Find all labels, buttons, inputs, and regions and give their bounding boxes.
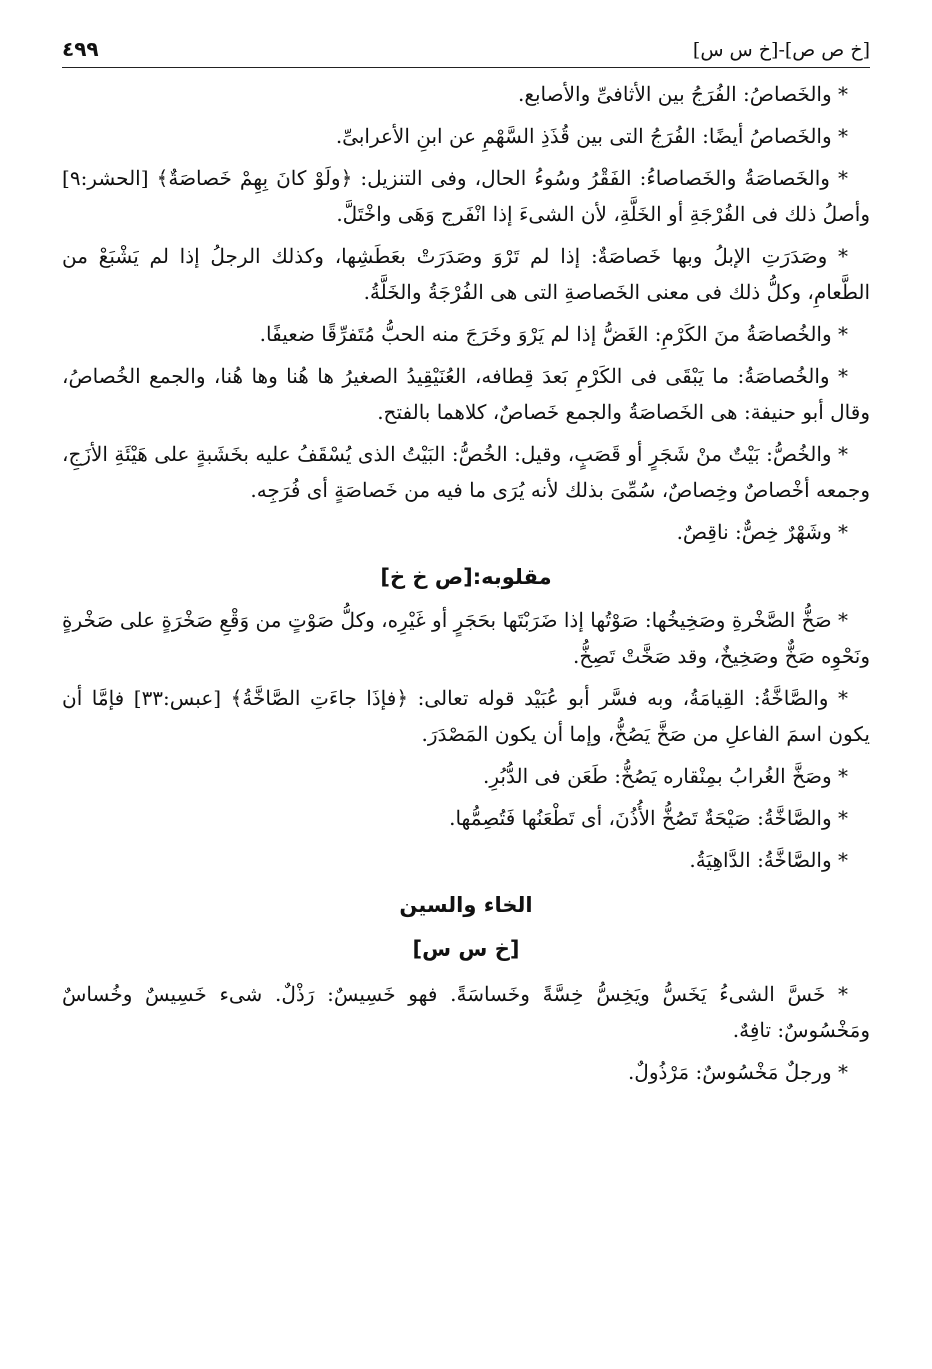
running-head: [خ ص ص]-[خ س س]: [692, 39, 870, 61]
entry-paragraph: * والخَصاصُ أيضًا: الفُرَجُ التى بين قُذَذِ السَّهْمِ عن ابنِ الأعرابىِّ.: [335, 124, 848, 148]
page-body: [62, 76, 870, 1090]
entry-paragraph: * خَسَّ الشىءُ يَخَسُّ ويَخِسُّ خِسَّةً وخَساسَةً. فهو خَسِيسٌ: رَذْلٌ. شىء خَسِيسٌ وخُساسٌ ومَخْسُوسٌ: تافِهٌ.: [62, 982, 870, 1042]
entry-paragraph: * والخَصاصَةُ والخَصاصاءُ: الفَقْرُ وسُوءُ الحال، وفى التنزيل: ﴿ولَوْ كانَ بِهِمْ خَصاصَةٌ﴾ [الحشر:٩] وأصلُ ذلك فى الفُرْجَةِ أو الخَلَّةِ، لأن الشىءَ إذا انْفَرج وَهَى واخْتَلَّ.: [62, 166, 870, 226]
entry-paragraph: * والصَّاخَّةُ: القِيامَةُ، وبه فسَّر أبو عُبَيْد قوله تعالى: ﴿فإذَا جاءَتِ الصَّاخَّةُ﴾ [عبس:٣٣] فإمَّا أن يكون اسمَ الفاعلِ من صَخَّ يَصُخُّ، وإما أن يكون المَصْدَرَ.: [62, 686, 870, 746]
entry-paragraph: * والخُصاصَةُ منَ الكَرْمِ: الغَضُّ إذا لم يَرْوَ وخَرَجَ منه الحبُّ مُتَفرِّقًا ضعيفًا.: [259, 322, 848, 346]
entry-paragraph: * وصَدَرَتِ الإبلُ وبها خَصاصَةٌ: إذا لم تَرْوَ وصَدَرَتْ بعَطَشِها، وكذلك الرجلُ إذا لم يَشْبَعْ من الطَّعامِ، وكلُّ ذلك فى معنى الخَصاصةِ التى هى الفُرْجَةُ والخَلَّةُ.: [62, 244, 870, 304]
entry-paragraph: * ورجلٌ مَخْسُوسٌ: مَرْذُولٌ.: [627, 1060, 848, 1084]
root-heading: [خ س س]: [412, 937, 520, 961]
entry-paragraph: * صَخُّ الصَّخْرةِ وصَخِيخُها: صَوْتُها إذا ضَرَبْتَها بحَجَرٍ أو غَيْرِه، وكلُّ صَوْتٍ من وَقْعِ صَخْرَةٍ على صَخْرةٍ ونَحْوِه صَخٌّ وصَخِيخٌ، وقد صَخَّتْ تَصِخُّ.: [62, 608, 870, 668]
section-heading: الخاء والسين: [399, 893, 533, 917]
entry-paragraph: * والخُصُّ: بَيْتٌ منْ شَجَرٍ أو قَصَبٍ، وقيل: الخُصُّ: البَيْتُ الذى يُسْقَفُ عليه بخَشَبةٍ على هَيْئَةِ الأزَجِ، وجمعه أخْصاصٌ وخِصاصٌ، سُمِّىَ بذلك لأنه يُرَى ما فيه من خَصاصَةٍ أى فُرَجِه.: [62, 442, 870, 502]
maqlub-heading: مقلوبه:[ص خ خ]: [380, 565, 552, 589]
page-header: [62, 20, 870, 68]
page-number: ٤٩٩: [62, 37, 99, 61]
entry-paragraph: * والخَصاصُ: الفُرَجُ بين الأثافىِّ والأصابع.: [517, 82, 848, 106]
entry-paragraph: * والخُصاصَةُ: ما يَبْقَى فى الكَرْمِ بَعدَ قِطافه، العُنَيْقِيدُ الصغيرُ ها هُنا وها هُنا، والجمع الخُصاصُ، وقال أبو حنيفة: هى الخَصاصَةُ والجمع خَصاصٌ، كلاهما بالفتح.: [62, 364, 870, 424]
entry-paragraph: * وصَخَّ الغُرابُ بمِنْقاره يَصُخُّ: طَعَن فى الدُّبُرِ.: [483, 764, 848, 788]
entry-paragraph: * والصَّاخَّةُ: الدَّاهِيَةُ.: [689, 848, 848, 872]
page: [62, 20, 870, 1350]
entry-paragraph: * وشَهْرٌ خِصٌّ: ناقِصٌ.: [676, 520, 848, 544]
entry-paragraph: * والصَّاخَّةُ: صَيْحَةٌ تَصُخُّ الأُذُنَ، أى تَطْعَنُها فَتُصِمُّها.: [449, 806, 848, 830]
